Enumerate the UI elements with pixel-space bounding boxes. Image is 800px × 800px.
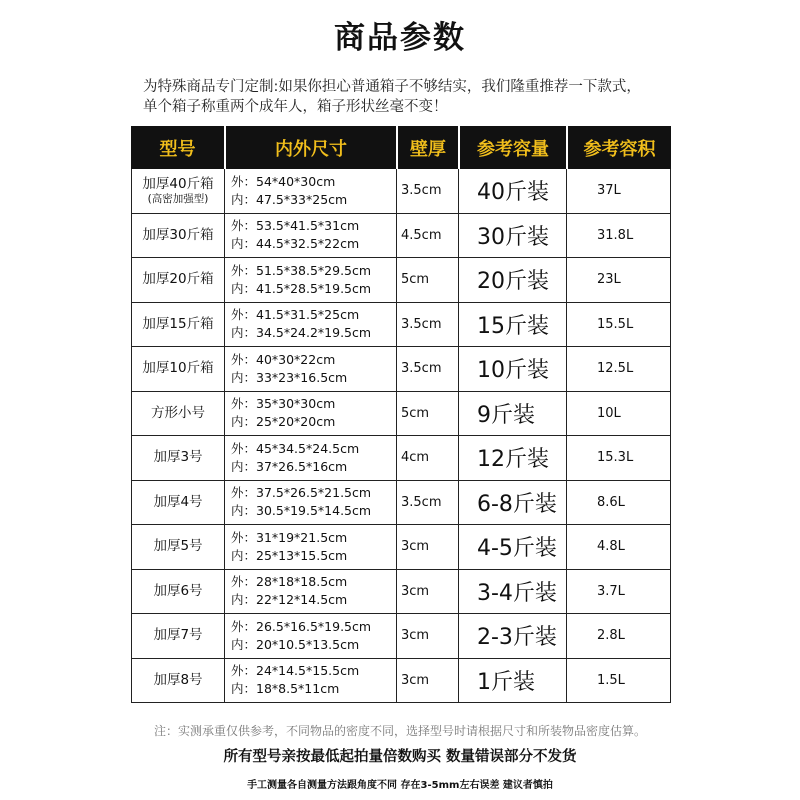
table-row — [131, 570, 671, 615]
inner-dimensions: 内：20*10.5*13.5cm — [231, 636, 360, 652]
outer-dimensions: 外：28*18*18.5cm — [231, 574, 348, 590]
model-name: 加厚30斤箱 — [142, 226, 214, 243]
page-title: 商品参数 — [334, 20, 466, 56]
wall-thickness-cell: 3cm — [396, 614, 458, 659]
volume-cell: 4.8L — [566, 525, 671, 570]
outer-dimensions: 外：51.5*38.5*29.5cm — [231, 262, 372, 278]
inner-dimensions: 内：44.5*32.5*22cm — [231, 236, 360, 252]
model-cell — [131, 169, 224, 214]
volume-cell: 8.6L — [566, 481, 671, 526]
capacity-cell: 4-5斤装 — [458, 525, 566, 570]
volume-cell: 15.5L — [566, 303, 671, 348]
outer-dimensions: 外：41.5*31.5*25cm — [231, 307, 360, 323]
volume-cell: 23L — [566, 258, 671, 303]
outer-dimensions: 外：35*30*30cm — [231, 396, 336, 412]
model-name: 加厚10斤箱 — [142, 360, 214, 377]
model-cell — [131, 659, 224, 704]
wall-thickness-cell: 5cm — [396, 392, 458, 437]
model-cell — [131, 392, 224, 437]
table-row — [131, 169, 671, 214]
inner-dimensions: 内：37*26.5*16cm — [231, 458, 348, 474]
table-row — [131, 258, 671, 303]
volume-cell: 10L — [566, 392, 671, 437]
outer-dimensions: 外：40*30*22cm — [231, 351, 336, 367]
dimensions-cell — [224, 392, 396, 437]
footnote: 注：实测承重仅供参考，不同物品的密度不同，选择型号时请根据尺寸和所装物品密度估算。 — [153, 724, 646, 738]
capacity-cell: 1斤装 — [458, 659, 566, 704]
wall-thickness-cell: 4cm — [396, 436, 458, 481]
model-cell — [131, 481, 224, 526]
capacity-cell: 9斤装 — [458, 392, 566, 437]
dimensions-cell — [224, 436, 396, 481]
inner-dimensions: 内：41.5*28.5*19.5cm — [231, 280, 372, 296]
parameter-table — [131, 126, 671, 703]
table-row — [131, 481, 671, 526]
table-row — [131, 303, 671, 348]
dimensions-cell — [224, 659, 396, 704]
wall-thickness-cell: 3cm — [396, 525, 458, 570]
model-cell — [131, 570, 224, 615]
capacity-cell: 3-4斤装 — [458, 570, 566, 615]
model-name: 加厚5号 — [153, 538, 203, 555]
capacity-cell: 12斤装 — [458, 436, 566, 481]
volume-cell: 3.7L — [566, 570, 671, 615]
wall-thickness-cell: 5cm — [396, 258, 458, 303]
capacity-cell: 30斤装 — [458, 214, 566, 259]
model-cell — [131, 303, 224, 348]
header-wall-thickness: 壁厚 — [396, 126, 458, 169]
dimensions-cell — [224, 169, 396, 214]
dimensions-cell — [224, 570, 396, 615]
volume-cell: 37L — [566, 169, 671, 214]
dimensions-cell — [224, 303, 396, 348]
model-name: 方形小号 — [151, 404, 205, 421]
outer-dimensions: 外：31*19*21.5cm — [231, 529, 348, 545]
outer-dimensions: 外：45*34.5*24.5cm — [231, 440, 360, 456]
volume-cell: 1.5L — [566, 659, 671, 704]
dimensions-cell — [224, 258, 396, 303]
model-name: 加厚8号 — [153, 671, 203, 688]
inner-dimensions: 内：34.5*24.2*19.5cm — [231, 325, 372, 341]
model-cell — [131, 258, 224, 303]
table-row — [131, 659, 671, 704]
header-dimensions: 内外尺寸 — [224, 126, 396, 169]
volume-cell: 12.5L — [566, 347, 671, 392]
outer-dimensions: 外：24*14.5*15.5cm — [231, 663, 360, 679]
inner-dimensions: 内：25*13*15.5cm — [231, 547, 348, 563]
purchase-notice: 所有型号亲按最低起拍量倍数购买 数量错误部分不发货 — [223, 749, 577, 765]
inner-dimensions: 内：25*20*20cm — [231, 414, 336, 430]
table-row — [131, 214, 671, 259]
table-row — [131, 525, 671, 570]
capacity-cell: 15斤装 — [458, 303, 566, 348]
table-row — [131, 392, 671, 437]
dimensions-cell — [224, 347, 396, 392]
intro-line-1: 为特殊商品专门定制:如果你担心普通箱子不够结实，我们隆重推荐一下款式， — [143, 79, 641, 95]
model-cell — [131, 525, 224, 570]
dimensions-cell — [224, 481, 396, 526]
wall-thickness-cell: 3.5cm — [396, 303, 458, 348]
inner-dimensions: 内：47.5*33*25cm — [231, 191, 348, 207]
outer-dimensions: 外：26.5*16.5*19.5cm — [231, 618, 372, 634]
capacity-cell: 10斤装 — [458, 347, 566, 392]
model-name: 加厚15斤箱 — [142, 315, 214, 332]
model-cell — [131, 614, 224, 659]
dimensions-cell — [224, 214, 396, 259]
capacity-cell: 6-8斤装 — [458, 481, 566, 526]
model-name: 加厚4号 — [153, 493, 203, 510]
table-row — [131, 436, 671, 481]
header-volume: 参考容积 — [566, 126, 671, 169]
capacity-cell: 2-3斤装 — [458, 614, 566, 659]
volume-cell: 31.8L — [566, 214, 671, 259]
model-cell — [131, 436, 224, 481]
inner-dimensions: 内：18*8.5*11cm — [231, 681, 340, 697]
capacity-cell: 40斤装 — [458, 169, 566, 214]
measurement-notice: 手工测量各自测量方法跟角度不同 存在3-5mm左右误差 建议者慎拍 — [247, 780, 553, 791]
wall-thickness-cell: 3cm — [396, 570, 458, 615]
wall-thickness-cell: 3cm — [396, 659, 458, 704]
table-header-row — [131, 126, 671, 169]
inner-dimensions: 内：30.5*19.5*14.5cm — [231, 503, 372, 519]
inner-dimensions: 内：33*23*16.5cm — [231, 369, 348, 385]
header-model: 型号 — [131, 126, 224, 169]
model-name: 加厚7号 — [153, 627, 203, 644]
table-row — [131, 347, 671, 392]
table-row — [131, 614, 671, 659]
wall-thickness-cell: 3.5cm — [396, 481, 458, 526]
model-cell — [131, 347, 224, 392]
model-cell — [131, 214, 224, 259]
intro-line-2: 单个箱子称重两个成年人，箱子形状丝毫不变！ — [143, 99, 448, 115]
capacity-cell: 20斤装 — [458, 258, 566, 303]
dimensions-cell — [224, 614, 396, 659]
inner-dimensions: 内：22*12*14.5cm — [231, 592, 348, 608]
intro-text — [143, 77, 703, 117]
model-name: 加厚20斤箱 — [142, 271, 214, 288]
outer-dimensions: 外：53.5*41.5*31cm — [231, 218, 360, 234]
volume-cell: 15.3L — [566, 436, 671, 481]
wall-thickness-cell: 4.5cm — [396, 214, 458, 259]
model-name: 加厚3号 — [153, 449, 203, 466]
model-note: (高密加强型) — [147, 192, 209, 205]
dimensions-cell — [224, 525, 396, 570]
outer-dimensions: 外：37.5*26.5*21.5cm — [231, 485, 372, 501]
model-name: 加厚40斤箱 — [142, 175, 214, 192]
wall-thickness-cell: 3.5cm — [396, 347, 458, 392]
volume-cell: 2.8L — [566, 614, 671, 659]
table-body — [131, 169, 671, 703]
model-name: 加厚6号 — [153, 582, 203, 599]
header-capacity: 参考容量 — [458, 126, 566, 169]
outer-dimensions: 外：54*40*30cm — [231, 173, 336, 189]
wall-thickness-cell: 3.5cm — [396, 169, 458, 214]
